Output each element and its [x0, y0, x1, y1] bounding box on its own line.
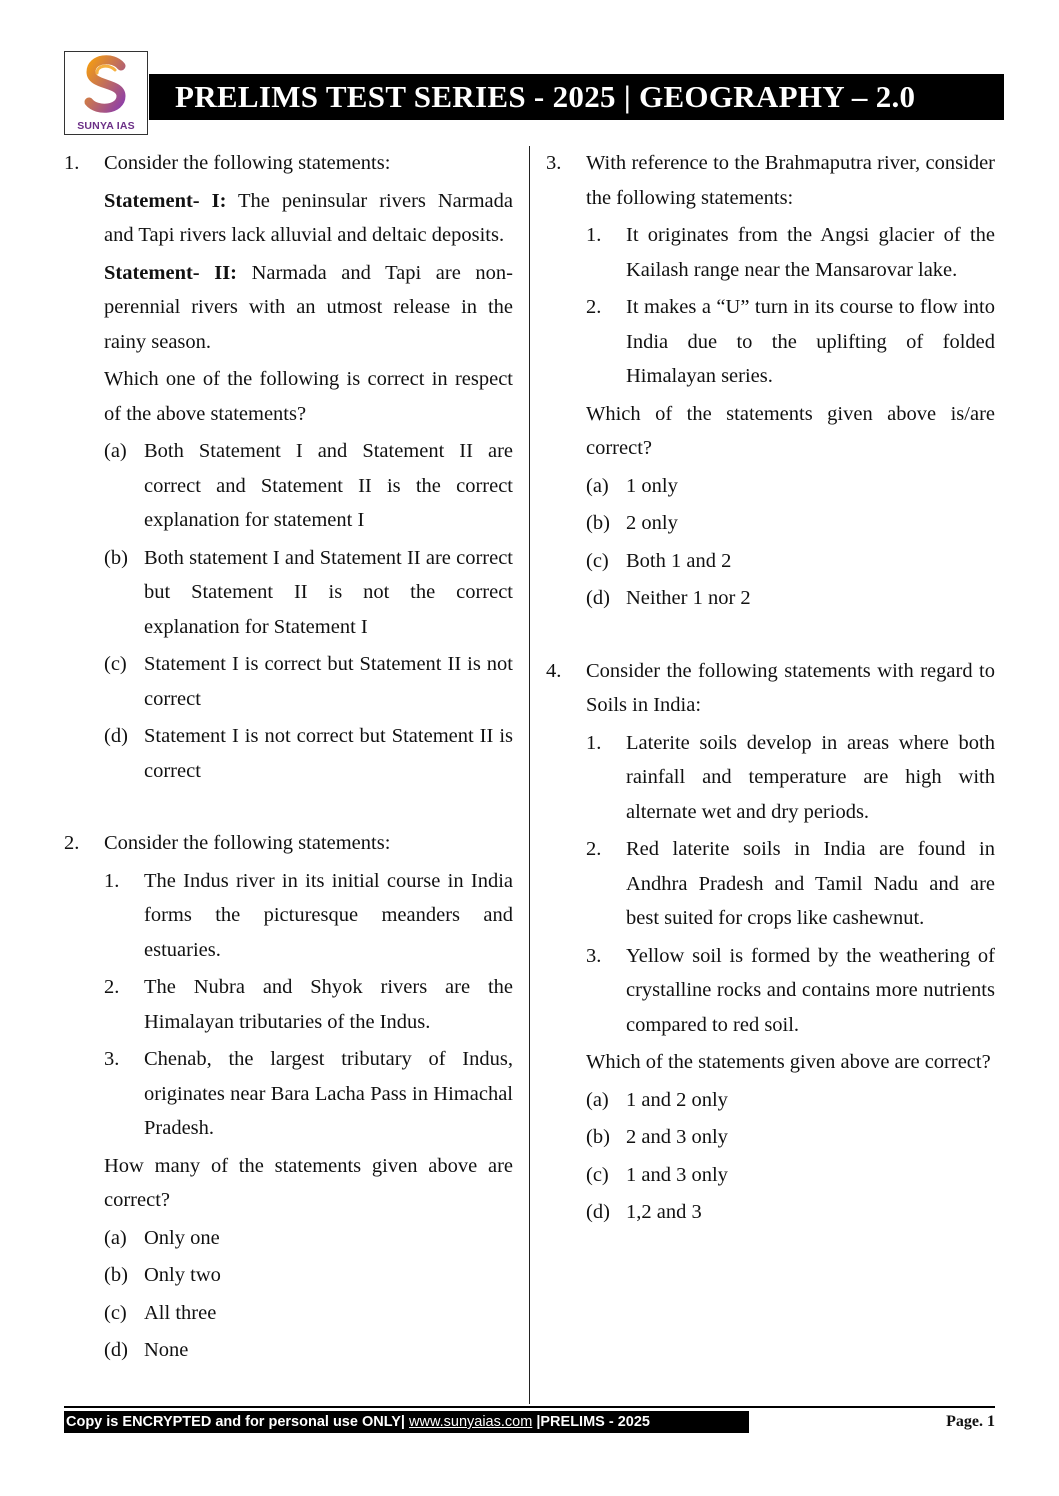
option-text: All three — [144, 1301, 217, 1324]
option-label: (b) — [586, 1126, 610, 1148]
option — [104, 1221, 513, 1256]
option-text: 2 only — [626, 512, 678, 534]
statement-item-text: It originates from the Angsi glacier of the Kailash range near the Mansarovar lake. — [626, 224, 995, 281]
option-text: Both 1 and 2 — [626, 549, 732, 572]
option-label: (a) — [104, 440, 127, 462]
statement-item-text: Chenab, the largest tributary of Indus, originates near Bara Lacha Pass in Himachal Pradesh. — [144, 1048, 513, 1139]
statement-item-label: 1. — [586, 224, 602, 246]
right-column — [546, 146, 995, 1268]
statement-item — [586, 290, 995, 394]
column-divider — [529, 146, 530, 1404]
question-ask: Which of the statements given above is/are correct? — [586, 402, 995, 459]
option — [586, 469, 995, 504]
option-label: (a) — [104, 1226, 127, 1249]
statement-item — [586, 726, 995, 830]
option-text: Statement I is not correct but Statement II is correct — [144, 725, 513, 782]
option-label: (d) — [104, 1339, 128, 1361]
question-lead: Consider the following statements: — [104, 832, 391, 854]
option-label: (b) — [104, 1264, 128, 1286]
page-title: PRELIMS TEST SERIES - 2025 | GEOGRAPHY – 2.0 — [149, 74, 1004, 120]
option-text: 1 and 2 only — [626, 1088, 728, 1111]
statement-2-text: Narmada and Tapi are non-perennial rivers with an utmost release in the rainy season. — [104, 261, 513, 353]
option-label: (d) — [586, 1201, 610, 1223]
option-text: Both statement I and Statement II are correct but Statement II is not the correct explanation for Statement I — [144, 546, 513, 638]
question-ask: Which of the statements given above are correct? — [586, 1051, 991, 1073]
statement-item-text: It makes a “U” turn in its course to flow into India due to the uplifting of folded Himalayan series. — [626, 296, 995, 387]
option — [104, 541, 513, 645]
question-lead: Consider the following statements: — [104, 152, 391, 174]
statement-item-text: The Indus river in its initial course in India forms the picturesque meanders and estuaries. — [144, 869, 513, 961]
statement-item-text: Red laterite soils in India are found in Andhra Pradesh and Tamil Nadu and are best suited for crops like cashewnut. — [626, 838, 995, 929]
left-column — [64, 146, 513, 1406]
statement-item-label: 3. — [586, 944, 602, 967]
sunya-ias-logo — [64, 51, 148, 135]
footer-notice — [64, 1411, 749, 1433]
option — [586, 544, 995, 579]
option-text: Neither 1 nor 2 — [626, 587, 751, 609]
logo-text: SUNYA IAS — [77, 120, 135, 132]
footer-website-link[interactable]: www.sunyaias.com — [409, 1414, 533, 1430]
question-number: 1. — [64, 152, 80, 174]
option — [104, 434, 513, 538]
option — [104, 719, 513, 788]
statement-1-text: The peninsular rivers Narmada and Tapi rivers lack alluvial and deltaic deposits. — [104, 189, 513, 246]
statement-item-label: 1. — [104, 869, 120, 892]
option-text: 1 only — [626, 474, 678, 497]
statement-item — [104, 970, 513, 1039]
option — [586, 1158, 995, 1193]
option-label: (b) — [586, 512, 610, 534]
option — [586, 1195, 995, 1230]
footer-series-text: |PRELIMS - 2025 — [532, 1414, 650, 1430]
question-3 — [546, 146, 995, 616]
option — [104, 647, 513, 716]
question-number: 2. — [64, 832, 80, 854]
question-lead: Consider the following statements with regard to Soils in India: — [586, 659, 995, 716]
statement-item — [586, 939, 995, 1043]
statement-item — [104, 1042, 513, 1146]
question-2 — [64, 826, 513, 1368]
statement-item — [586, 832, 995, 936]
footer-divider — [64, 1406, 995, 1408]
option-label: (d) — [104, 725, 128, 747]
question-ask: Which one of the following is correct in respect of the above statements? — [104, 368, 513, 425]
page-number: Page. 1 — [946, 1413, 995, 1430]
statement-item-text: Yellow soil is formed by the weathering of crystalline rocks and contains more nutrients compared to red soil. — [626, 944, 995, 1036]
statement-item-label: 2. — [586, 838, 602, 860]
option-label: (c) — [104, 653, 127, 675]
option-text: Both Statement I and Statement II are correct and Statement II is the correct explanation for statement I — [144, 440, 513, 531]
option-label: (a) — [586, 1088, 609, 1111]
option — [586, 581, 995, 616]
option-label: (d) — [586, 587, 610, 609]
question-ask: How many of the statements given above are correct? — [104, 1154, 513, 1211]
option-label: (c) — [104, 1301, 127, 1324]
option-text: 1,2 and 3 — [626, 1201, 702, 1223]
statement-item-label: 1. — [586, 731, 602, 754]
question-lead: With reference to the Brahmaputra river, consider the following statements: — [586, 152, 995, 209]
option — [104, 1333, 513, 1368]
statement-2 — [104, 256, 513, 360]
logo-s-icon — [65, 52, 146, 118]
option-text: None — [144, 1339, 189, 1361]
option-label: (c) — [586, 549, 609, 572]
option-text: 2 and 3 only — [626, 1126, 728, 1148]
option-text: 1 and 3 only — [626, 1163, 728, 1186]
option-label: (a) — [586, 474, 609, 497]
option-text: Only one — [144, 1226, 220, 1249]
option — [104, 1296, 513, 1331]
option-label: (c) — [586, 1163, 609, 1186]
option — [586, 1083, 995, 1118]
option — [104, 1258, 513, 1293]
statement-1-label: Statement- I: — [104, 189, 227, 212]
statement-item-text: The Nubra and Shyok rivers are the Himalayan tributaries of the Indus. — [144, 976, 513, 1033]
statement-item-label: 3. — [104, 1048, 120, 1070]
option-label: (b) — [104, 546, 128, 569]
question-number: 3. — [546, 152, 562, 174]
footer-copy-text: Copy is ENCRYPTED and for personal use ONLY| — [66, 1414, 409, 1430]
question-number: 4. — [546, 659, 562, 682]
question-1 — [64, 146, 513, 788]
statement-item — [586, 218, 995, 287]
option — [586, 1120, 995, 1155]
question-4 — [546, 654, 995, 1230]
option — [586, 506, 995, 541]
statement-item-text: Laterite soils develop in areas where both rainfall and temperature are high with alternate wet and dry periods. — [626, 731, 995, 823]
statement-item-label: 2. — [586, 296, 602, 318]
statement-2-label: Statement- II: — [104, 261, 237, 284]
statement-item — [104, 864, 513, 968]
statement-item-label: 2. — [104, 976, 120, 998]
option-text: Only two — [144, 1264, 221, 1286]
option-text: Statement I is correct but Statement II is not correct — [144, 653, 513, 710]
statement-1 — [104, 184, 513, 253]
